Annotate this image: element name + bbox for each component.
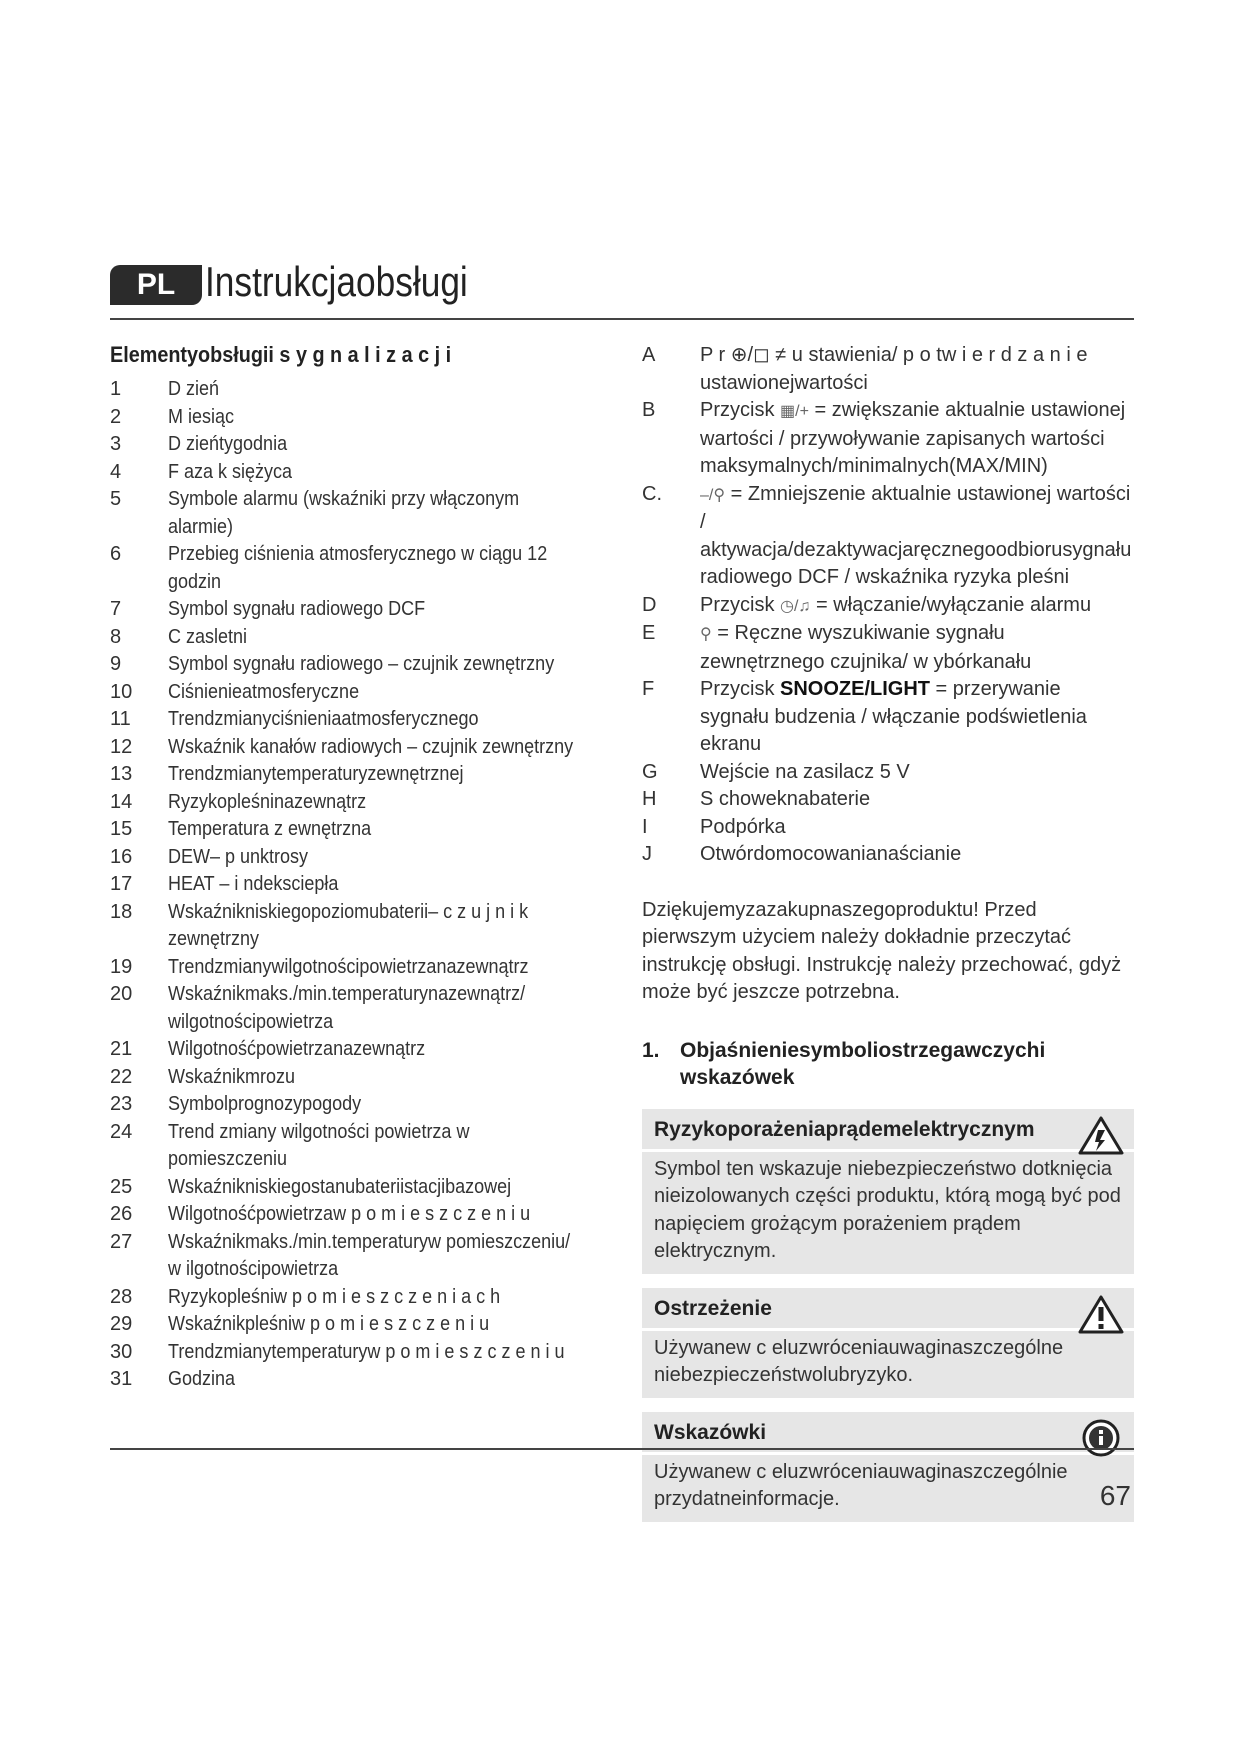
list-item: [110, 1036, 630, 1064]
list-item: [110, 431, 630, 459]
list-item: [110, 1201, 630, 1229]
item-number: 13: [110, 763, 133, 785]
control-key: C.: [642, 482, 662, 505]
item-text: Wilgotnośćpowietrzanazewnątrz: [168, 1038, 426, 1060]
notice-text: Symbol ten wskazuje niebezpieczeństwo dotknięcia nieizolowanych części produktu, którą mogą być pod napięciem grożącym porażeniem prądem elektrycznym.: [642, 1149, 1134, 1266]
control-text: [700, 397, 1134, 481]
control-key: H: [642, 788, 657, 810]
item-text: Symbol sygnału radiowego DCF: [168, 598, 426, 620]
item-text: Symbolprognozypogody: [168, 1093, 362, 1115]
notice-box: [642, 1288, 1134, 1398]
section-title: Objaśnieniesymboliostrzegawczychi wskazówek: [680, 1038, 1046, 1089]
control-text: Wejście na zasilacz 5 V: [700, 760, 910, 783]
control-prefix: Przycisk: [700, 678, 780, 700]
item-number: 10: [110, 680, 133, 703]
control-key: G: [642, 760, 658, 783]
item-number: 4: [110, 460, 122, 483]
control-text: [700, 676, 1134, 759]
item-number: 20: [110, 983, 133, 1005]
list-item: [110, 734, 630, 762]
list-item: [110, 624, 630, 652]
notice-text: Używanew c eluzwróceniauwaginaszczególne niebezpieczeństwolubryzyko.: [642, 1328, 1134, 1390]
lightning-warning-icon: [1078, 1115, 1124, 1155]
item-number: 30: [110, 1340, 133, 1363]
language-badge: PL: [110, 265, 202, 305]
item-text: Wilgotnośćpowietrzaw p o m i e s z c z e n i u: [168, 1203, 531, 1225]
item-text: HEAT – i ndeksciepła: [168, 873, 339, 895]
info-icon: [1078, 1418, 1124, 1458]
notice-title: Ostrzeżenie: [654, 1296, 772, 1320]
item-text: D zieńtygodnia: [168, 433, 288, 455]
item-number: 29: [110, 1313, 133, 1335]
button-icon: ◷/♫: [780, 597, 811, 615]
item-text: Ryzykopleśniw p o m i e s z c z e n i a c h: [168, 1285, 501, 1308]
page-number: 67: [1099, 1480, 1131, 1511]
item-text: Wskaźnikpleśniw p o m i e s z c z e n i u: [168, 1313, 490, 1335]
item-text: Wskaźnikniskiegopoziomubaterii– c z u j n i k zewnętrzny: [168, 900, 529, 950]
control-item: [642, 620, 1134, 676]
item-number: 19: [110, 955, 133, 978]
list-item: [110, 761, 630, 789]
item-number: 21: [110, 1038, 133, 1060]
item-text: Wskaźnik kanałów radiowych – czujnik zewnętrzny: [168, 735, 574, 758]
control-item: [642, 759, 1134, 787]
control-key: I: [642, 815, 648, 838]
item-text: Symbole alarmu (wskaźniki przy włączonym alarmie): [168, 488, 520, 538]
controls-list: [642, 342, 1134, 869]
section-number: 1.: [642, 1038, 660, 1062]
section-heading: [642, 1037, 1134, 1091]
notice-text: Używanew c eluzwróceniauwaginaszczególnie przydatneinformacje.: [642, 1452, 1134, 1514]
list-item: [110, 679, 630, 707]
item-text: Trendzmianyciśnieniaatmosferycznego: [168, 708, 479, 730]
list-item: [110, 1229, 630, 1284]
item-number: 25: [110, 1175, 133, 1198]
right-column: [642, 342, 1134, 1536]
control-item: [642, 342, 1134, 397]
button-icon: ▦/+: [780, 403, 809, 420]
item-number: 8: [110, 625, 122, 648]
item-number: 3: [110, 433, 122, 455]
list-item: [110, 1119, 630, 1174]
item-number: 16: [110, 845, 133, 868]
exclamation-warning-icon: [1078, 1294, 1124, 1334]
item-text: Ryzykopleśninazewnątrz: [168, 790, 367, 813]
button-icon: ⚲: [700, 626, 712, 643]
item-number: 23: [110, 1093, 133, 1115]
list-item: [110, 1284, 630, 1312]
item-text: Trendzmianytemperaturyw p o m i e s z c z e n i u: [168, 1340, 565, 1363]
control-text: [700, 592, 1134, 621]
display-elements-list: [110, 376, 630, 1394]
item-text: Godzina: [168, 1368, 236, 1390]
notice-title: Ryzykoporażeniaprądemelektrycznym: [654, 1117, 1035, 1141]
control-text: P r ⊕/◻ ≠ u stawienia/ p o tw i e r d z a n i e ustawionejwartości: [700, 344, 1088, 394]
list-item: [110, 486, 630, 541]
item-text: Wskaźnikmrozu: [168, 1065, 296, 1088]
list-item: [110, 871, 630, 899]
intro-paragraph: Dziękujemyzazakupnaszegoproduktu! Przed pierwszym użyciem należy dokładnie przeczytać instrukcję obsługi. Instrukcję należy przechować, gdyż może być jeszcze potrzebna.: [642, 898, 1122, 1003]
button-icon: –/⚲: [700, 486, 726, 504]
control-item: [642, 481, 1134, 592]
page-title: Instrukcjaobsługi: [205, 258, 468, 305]
item-text: D zień: [168, 378, 220, 400]
control-key: B: [642, 399, 656, 421]
list-item: [110, 1366, 630, 1394]
control-description: = zwiększanie aktualnie ustawionej wartości / przywoływanie zapisanych wartości maksymalnych/minimalnych(MAX/MIN): [700, 399, 1126, 477]
item-number: 14: [110, 790, 133, 813]
item-text: Wskaźnikmaks./min.temperaturyw pomieszczeniu/ w ilgotnościpowietrza: [168, 1230, 571, 1280]
footer-divider: [110, 1448, 1134, 1450]
list-item: [110, 1339, 630, 1367]
item-number: 12: [110, 735, 133, 758]
item-number: 24: [110, 1120, 133, 1143]
control-description: = przerywanie sygnału budzenia / włączanie podświetlenia ekranu: [700, 678, 1087, 755]
control-prefix: Przycisk: [700, 399, 780, 421]
control-key: D: [642, 593, 657, 616]
list-item: [110, 954, 630, 982]
item-text: Ciśnienieatmosferyczne: [168, 680, 360, 703]
item-text: C zasletni: [168, 625, 248, 648]
list-item: [110, 651, 630, 679]
controls-heading: Elementyobsługii s y g n a l i z a c j i: [110, 342, 452, 367]
list-item: [110, 1311, 630, 1339]
list-item: [110, 459, 630, 487]
control-item: [642, 676, 1134, 759]
control-key: J: [642, 843, 652, 865]
item-number: 6: [110, 543, 122, 565]
control-prefix: Przycisk: [700, 593, 780, 616]
list-item: [110, 596, 630, 624]
list-item: [110, 899, 630, 954]
control-key: E: [642, 622, 656, 644]
control-item: [642, 397, 1134, 481]
control-text: [700, 620, 1134, 676]
list-item: [110, 1064, 630, 1092]
control-text: S choweknabaterie: [700, 788, 871, 810]
notice-title: Wskazówki: [654, 1420, 767, 1444]
list-item: [110, 404, 630, 432]
list-item: [110, 981, 630, 1036]
list-item: [110, 541, 630, 596]
notice-box: [642, 1412, 1134, 1522]
control-key: A: [642, 344, 656, 366]
item-number: 2: [110, 405, 122, 428]
item-number: 9: [110, 653, 122, 675]
item-number: 26: [110, 1203, 133, 1225]
item-number: 7: [110, 598, 122, 620]
list-item: [110, 789, 630, 817]
item-text: F aza k siężyca: [168, 460, 293, 483]
control-item: [642, 592, 1134, 621]
list-item: [110, 816, 630, 844]
list-item: [110, 706, 630, 734]
item-text: DEW– p unktrosy: [168, 845, 309, 868]
left-column: [110, 342, 630, 1394]
item-text: Trendzmianywilgotnościpowietrzanazewnątrz: [168, 955, 529, 978]
control-description: = włączanie/wyłączanie alarmu: [810, 593, 1092, 616]
control-description: = Zmniejszenie aktualnie ustawionej wartości / aktywacja/dezaktywacjaręcznegoodbiorusygnału radiowego DCF / wskaźnika ryzyka pleśni: [700, 482, 1132, 588]
list-item: [110, 1174, 630, 1202]
item-number: 31: [110, 1368, 133, 1390]
item-number: 18: [110, 900, 133, 923]
item-number: 1: [110, 378, 122, 400]
control-text: [700, 481, 1134, 592]
item-text: Wskaźnikniskiegostanubateriistacjibazowej: [168, 1175, 512, 1198]
item-number: 17: [110, 873, 133, 895]
control-item: [642, 841, 1134, 869]
control-key: F: [642, 678, 655, 700]
list-item: [110, 376, 630, 404]
item-number: 27: [110, 1230, 133, 1253]
notice-box: [642, 1109, 1134, 1274]
item-number: 28: [110, 1285, 133, 1308]
control-description: = Ręczne wyszukiwanie sygnału zewnętrznego czujnika/ w ybórkanału: [700, 622, 1032, 673]
control-item: [642, 814, 1134, 842]
item-text: Temperatura z ewnętrzna: [168, 818, 372, 840]
control-text: Otwórdomocowanianaścianie: [700, 843, 962, 865]
item-number: 5: [110, 488, 122, 510]
list-item: [110, 1091, 630, 1119]
item-text: Wskaźnikmaks./min.temperaturynazewnątrz/ wilgotnościpowietrza: [168, 983, 526, 1033]
control-item: [642, 786, 1134, 814]
item-number: 11: [110, 708, 131, 730]
warning-boxes: [642, 1109, 1134, 1522]
header-divider: [110, 318, 1134, 320]
item-text: M iesiąc: [168, 405, 235, 428]
button-name: SNOOZE/LIGHT: [780, 678, 930, 700]
item-number: 15: [110, 818, 133, 840]
item-text: Trendzmianytemperaturyzewnętrznej: [168, 763, 464, 785]
item-text: Przebieg ciśnienia atmosferycznego w ciągu 12 godzin: [168, 543, 548, 593]
list-item: [110, 844, 630, 872]
control-text: Podpórka: [700, 815, 786, 838]
item-text: Trend zmiany wilgotności powietrza w pomieszczeniu: [168, 1120, 470, 1170]
item-text: Symbol sygnału radiowego – czujnik zewnętrzny: [168, 653, 555, 675]
item-number: 22: [110, 1065, 133, 1088]
